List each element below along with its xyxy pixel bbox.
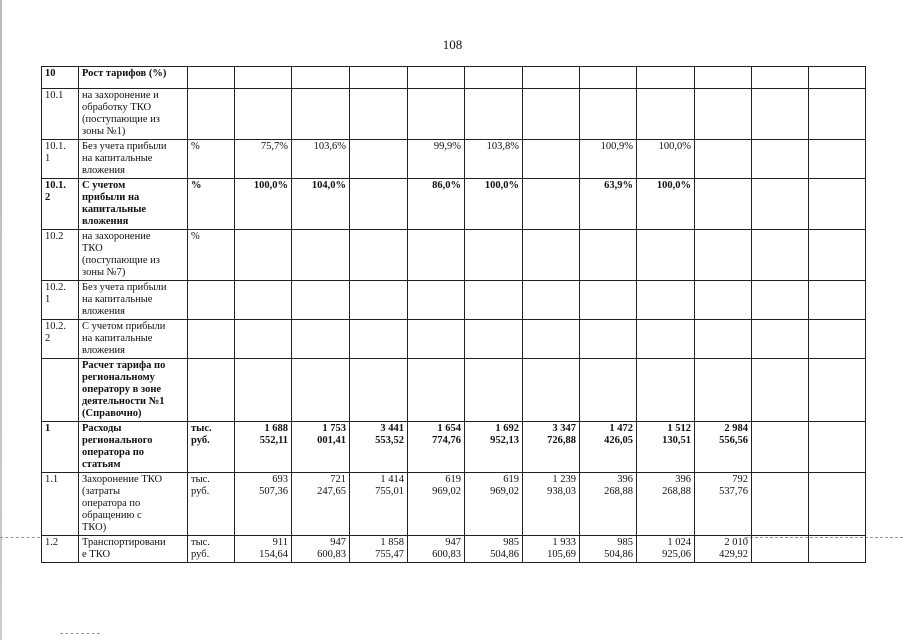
value-cell <box>752 473 809 536</box>
table-row <box>42 281 866 320</box>
value-cell <box>637 359 695 422</box>
value-cell <box>350 67 408 89</box>
table-row <box>42 536 866 563</box>
value-cell <box>695 320 752 359</box>
row-code-cell: 10.1 <box>42 89 79 140</box>
row-code-cell: 10 <box>42 67 79 89</box>
value-cell: 103,6% <box>292 140 350 179</box>
value-cell <box>292 281 350 320</box>
value-cell: 103,8% <box>465 140 523 179</box>
value-cell: 63,9% <box>580 179 637 230</box>
table-row <box>42 320 866 359</box>
value-cell: 1 692 952,13 <box>465 422 523 473</box>
value-cell <box>235 230 292 281</box>
value-cell <box>580 230 637 281</box>
value-cell <box>523 67 580 89</box>
row-code-cell: 1.2 <box>42 536 79 563</box>
value-cell <box>408 359 465 422</box>
row-name-cell: Транспортировани е ТКО <box>79 536 188 563</box>
value-cell <box>523 320 580 359</box>
value-cell: 947 600,83 <box>408 536 465 563</box>
value-cell <box>580 320 637 359</box>
scan-artifact-line <box>60 633 100 634</box>
value-cell <box>523 140 580 179</box>
value-cell <box>752 536 809 563</box>
row-code-cell: 10.2. 1 <box>42 281 79 320</box>
value-cell <box>637 67 695 89</box>
row-unit-cell <box>188 359 235 422</box>
row-code-cell: 10.1. 2 <box>42 179 79 230</box>
value-cell <box>350 140 408 179</box>
value-cell <box>292 67 350 89</box>
value-cell <box>523 359 580 422</box>
value-cell <box>695 89 752 140</box>
value-cell: 2 010 429,92 <box>695 536 752 563</box>
value-cell: 1 688 552,11 <box>235 422 292 473</box>
scan-artifact-line <box>0 537 40 538</box>
value-cell <box>465 320 523 359</box>
value-cell: 3 347 726,88 <box>523 422 580 473</box>
value-cell: 985 504,86 <box>465 536 523 563</box>
value-cell <box>809 473 866 536</box>
value-cell <box>695 230 752 281</box>
value-cell: 86,0% <box>408 179 465 230</box>
row-name-cell: Расходы регионального оператора по статьям <box>79 422 188 473</box>
value-cell <box>350 281 408 320</box>
row-unit-cell: тыс. руб. <box>188 473 235 536</box>
value-cell: 619 969,02 <box>408 473 465 536</box>
tariff-table <box>41 66 866 563</box>
row-unit-cell: % <box>188 179 235 230</box>
value-cell <box>809 89 866 140</box>
value-cell: 1 512 130,51 <box>637 422 695 473</box>
value-cell <box>523 230 580 281</box>
value-cell <box>752 359 809 422</box>
row-unit-cell <box>188 320 235 359</box>
value-cell: 100,0% <box>637 179 695 230</box>
table-row <box>42 89 866 140</box>
row-code-cell: 1.1 <box>42 473 79 536</box>
value-cell: 1 933 105,69 <box>523 536 580 563</box>
value-cell <box>408 67 465 89</box>
value-cell <box>408 320 465 359</box>
value-cell <box>350 320 408 359</box>
row-name-cell: Без учета прибыли на капитальные вложения <box>79 140 188 179</box>
value-cell <box>752 230 809 281</box>
row-name-cell: Рост тарифов (%) <box>79 67 188 89</box>
value-cell <box>465 89 523 140</box>
value-cell <box>523 179 580 230</box>
value-cell <box>809 422 866 473</box>
value-cell <box>752 140 809 179</box>
value-cell <box>235 89 292 140</box>
row-unit-cell <box>188 67 235 89</box>
row-unit-cell: % <box>188 140 235 179</box>
value-cell <box>752 422 809 473</box>
value-cell: 1 239 938,03 <box>523 473 580 536</box>
value-cell: 1 753 001,41 <box>292 422 350 473</box>
value-cell: 947 600,83 <box>292 536 350 563</box>
scan-left-edge <box>0 0 2 640</box>
row-unit-cell: тыс. руб. <box>188 536 235 563</box>
value-cell <box>637 281 695 320</box>
value-cell <box>408 89 465 140</box>
value-cell <box>350 89 408 140</box>
value-cell <box>752 320 809 359</box>
value-cell <box>292 320 350 359</box>
value-cell: 693 507,36 <box>235 473 292 536</box>
value-cell: 1 414 755,01 <box>350 473 408 536</box>
row-unit-cell <box>188 89 235 140</box>
value-cell <box>465 67 523 89</box>
row-code-cell <box>42 359 79 422</box>
value-cell: 99,9% <box>408 140 465 179</box>
value-cell <box>695 140 752 179</box>
value-cell <box>523 281 580 320</box>
value-cell <box>523 89 580 140</box>
row-name-cell: на захоронение и обработку ТКО (поступающие из зоны №1) <box>79 89 188 140</box>
value-cell: 985 504,86 <box>580 536 637 563</box>
value-cell: 100,9% <box>580 140 637 179</box>
value-cell <box>465 230 523 281</box>
value-cell <box>695 359 752 422</box>
value-cell <box>637 230 695 281</box>
value-cell: 792 537,76 <box>695 473 752 536</box>
row-name-cell: С учетом прибыли на капитальные вложения <box>79 320 188 359</box>
table-row <box>42 140 866 179</box>
value-cell <box>350 359 408 422</box>
value-cell: 100,0% <box>637 140 695 179</box>
table-row <box>42 473 866 536</box>
row-unit-cell: % <box>188 230 235 281</box>
row-code-cell: 10.2 <box>42 230 79 281</box>
value-cell <box>695 67 752 89</box>
row-name-cell: на захоронение ТКО (поступающие из зоны №7) <box>79 230 188 281</box>
value-cell <box>350 230 408 281</box>
value-cell: 1 858 755,47 <box>350 536 408 563</box>
value-cell <box>752 179 809 230</box>
table-row <box>42 179 866 230</box>
row-name-cell: Расчет тарифа по региональному оператору в зоне деятельности №1 (Справочно) <box>79 359 188 422</box>
value-cell <box>809 281 866 320</box>
value-cell: 1 654 774,76 <box>408 422 465 473</box>
value-cell <box>235 67 292 89</box>
value-cell <box>292 89 350 140</box>
value-cell <box>292 359 350 422</box>
value-cell <box>580 281 637 320</box>
value-cell <box>809 140 866 179</box>
value-cell: 721 247,65 <box>292 473 350 536</box>
value-cell <box>350 179 408 230</box>
value-cell: 104,0% <box>292 179 350 230</box>
row-name-cell: Без учета прибыли на капитальные вложения <box>79 281 188 320</box>
value-cell: 3 441 553,52 <box>350 422 408 473</box>
row-code-cell: 1 <box>42 422 79 473</box>
value-cell <box>695 281 752 320</box>
value-cell: 75,7% <box>235 140 292 179</box>
value-cell <box>752 281 809 320</box>
table-row <box>42 67 866 89</box>
value-cell: 2 984 556,56 <box>695 422 752 473</box>
value-cell <box>695 179 752 230</box>
table-row <box>42 359 866 422</box>
value-cell <box>235 281 292 320</box>
value-cell <box>465 281 523 320</box>
value-cell <box>235 359 292 422</box>
value-cell <box>580 359 637 422</box>
value-cell <box>752 89 809 140</box>
value-cell <box>809 67 866 89</box>
value-cell <box>580 67 637 89</box>
value-cell <box>580 89 637 140</box>
table-row <box>42 422 866 473</box>
value-cell <box>637 89 695 140</box>
value-cell: 396 268,88 <box>637 473 695 536</box>
value-cell <box>465 359 523 422</box>
value-cell <box>809 536 866 563</box>
value-cell <box>809 179 866 230</box>
value-cell <box>408 281 465 320</box>
page-number: 108 <box>442 37 463 52</box>
value-cell <box>292 230 350 281</box>
value-cell <box>408 230 465 281</box>
value-cell: 1 472 426,05 <box>580 422 637 473</box>
table-row <box>42 230 866 281</box>
value-cell <box>809 359 866 422</box>
value-cell <box>752 67 809 89</box>
value-cell <box>235 320 292 359</box>
value-cell: 619 969,02 <box>465 473 523 536</box>
value-cell: 100,0% <box>465 179 523 230</box>
value-cell: 1 024 925,06 <box>637 536 695 563</box>
row-name-cell: С учетом прибыли на капитальные вложения <box>79 179 188 230</box>
value-cell <box>809 320 866 359</box>
row-unit-cell <box>188 281 235 320</box>
row-code-cell: 10.1. 1 <box>42 140 79 179</box>
value-cell <box>637 320 695 359</box>
value-cell: 100,0% <box>235 179 292 230</box>
value-cell <box>809 230 866 281</box>
value-cell: 396 268,88 <box>580 473 637 536</box>
row-unit-cell: тыс. руб. <box>188 422 235 473</box>
row-name-cell: Захоронение ТКО (затраты оператора по обращению с ТКО) <box>79 473 188 536</box>
row-code-cell: 10.2. 2 <box>42 320 79 359</box>
value-cell: 911 154,64 <box>235 536 292 563</box>
